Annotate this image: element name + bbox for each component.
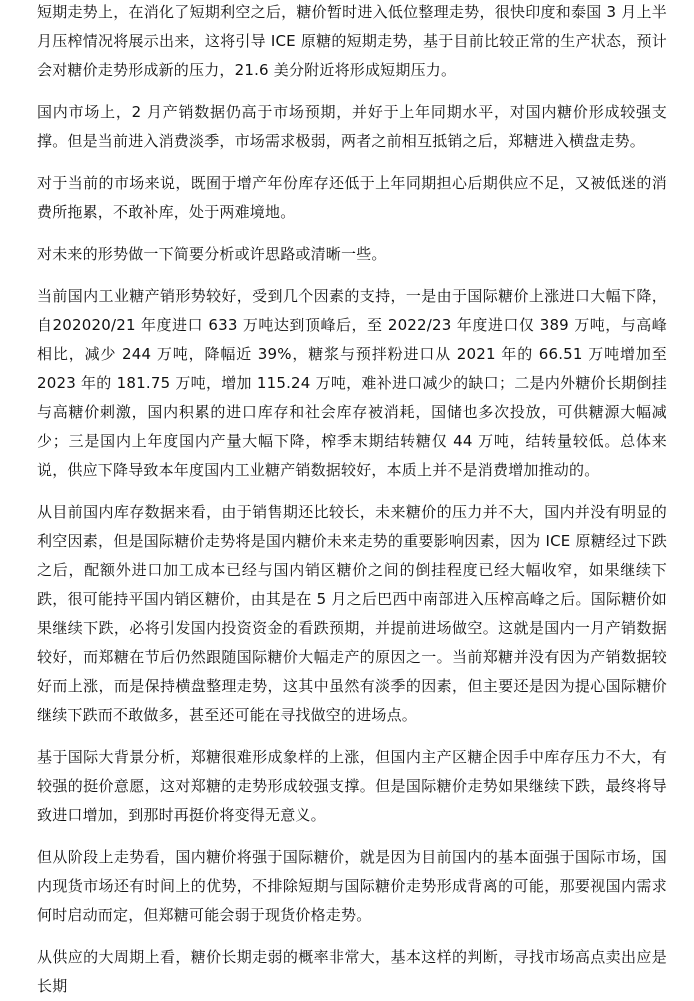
paragraph-stage-trend: 但从阶段上走势看，国内糖价将强于国际糖价，就是因为目前国内的基本面强于国际市场，国内现货市场还有时间上的优势，不排除短期与国际糖价走势形成背离的可能，那要视国内需求何时启动而定，但郑糖可能会弱于现货价格走势。: [37, 848, 667, 924]
article-body: [37, 0, 667, 1001]
paragraph-inventory-analysis: 从目前国内库存数据来看，由于销售期还比较长，未来糖价的压力并不大，国内并没有明显的利空因素，但是国际糖价走势将是国内糖价未来走势的重要影响因素，因为 ICE 原糖经过下跌之后，配额外进口加工成本已经与国内销区糖价之间的倒挂程度已经大幅收窄，如果继续下跌，很可能持平国内销区糖价，由其是在 5 月之后巴西中南部进入压榨高峰之后。国际糖价如果继续下跌，必将引发国内投资资金的看跌预期，并提前进场做空。这就是国内一月产销数据较好，而郑糖在节后仍然跟随国际糖价大幅走产的原因之一。当前郑糖并没有因为产销数据较好而上涨，而是保持横盘整理走势，这其中虽然有淡季的因素，但主要还是因为提心国际糖价继续下跌而不敢做多，甚至还可能在寻找做空的进场点。: [37, 503, 667, 724]
paragraph-supply-factors: 当前国内工业糖产销形势较好，受到几个因素的支持，一是由于国际糖价上涨进口大幅下降，自202020/21 年度进口 633 万吨达到顶峰后，至 2022/23 年度进口仅 389 万吨，与高峰相比，减少 244 万吨，降幅近 39%，糖浆与预拌粉进口从 2021 年的 66.51 万吨增加至 2023 年的 181.75 万吨，增加 115.24 万吨，难补进口减少的缺口；二是内外糖价长期倒挂与高糖价刺激，国内积累的进口库存和社会库存被消耗，国储也多次投放，可供糖源大幅减少；三是国内上年度国内产量大幅下降，榨季末期结转糖仅 44 万吨，结转量较低。总体来说，供应下降导致本年度国内工业糖产销数据较好，本质上并不是消费增加推动的。: [37, 287, 667, 479]
paragraph-domestic-market: 国内市场上，2 月产销数据仍高于市场预期，并好于上年同期水平，对国内糖价形成较强支撑。但是当前进入消费淡季，市场需求极弱，两者之前相互抵销之后，郑糖进入横盘走势。: [37, 103, 667, 150]
paragraph-supply-cycle: 从供应的大周期上看，糖价长期走弱的概率非常大，基本这样的判断，寻找市场高点卖出应是长期: [37, 948, 667, 995]
paragraph-international-background: 基于国际大背景分析，郑糖很难形成象样的上涨，但国内主产区糖企因手中库存压力不大，有较强的挺价意愿，这对郑糖的走势形成较强支撑。但是国际糖价走势如果继续下跌，最终将导致进口增加，到那时再挺价将变得无意义。: [37, 748, 667, 824]
paragraph-current-dilemma: 对于当前的市场来说，既囿于增产年份库存还低于上年同期担心后期供应不足，又被低迷的消费所拖累，不敢补库，处于两难境地。: [37, 174, 667, 221]
paragraph-analysis-intro: 对未来的形势做一下简要分析或许思路或清晰一些。: [37, 245, 387, 263]
paragraph-short-term-outlook: 短期走势上，在消化了短期利空之后，糖价暂时进入低位整理走势，很快印度和泰国 3 月上半月压榨情况将展示出来，这将引导 ICE 原糖的短期走势，基于目前比较正常的生产状态，预计会对糖价走势形成新的压力，21.6 美分附近将形成短期压力。: [37, 3, 667, 79]
